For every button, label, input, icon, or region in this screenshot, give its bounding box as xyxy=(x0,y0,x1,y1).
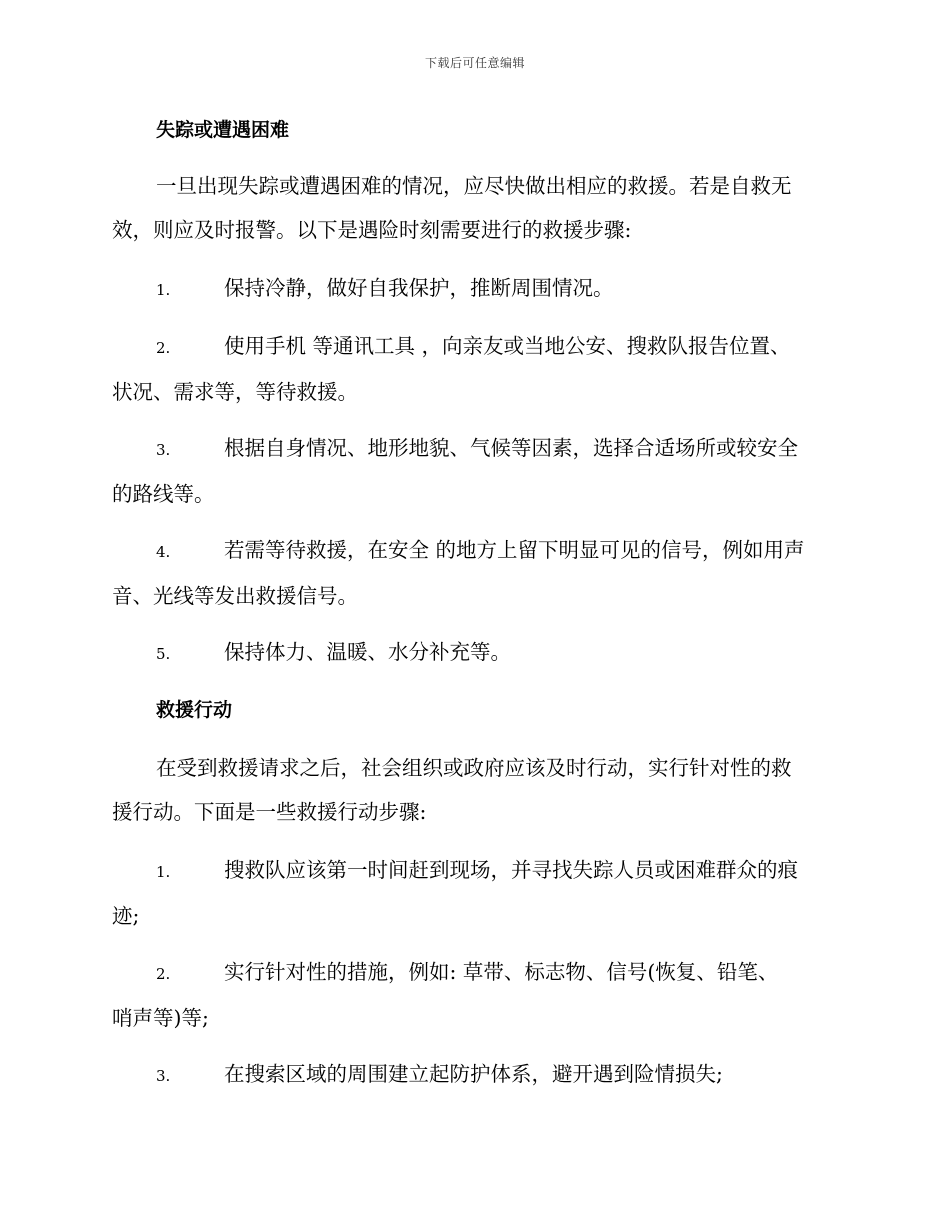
section1-list-item-1 xyxy=(112,266,840,312)
section1-intro xyxy=(112,164,840,252)
list-item-continuation: 哨声等)等; xyxy=(112,1006,209,1030)
list-item-continuation: 的路线等。 xyxy=(112,482,215,506)
list-item-text: 实行针对性的措施，例如: 草带、标志物、信号(恢复、铅笔、 xyxy=(224,960,779,984)
list-item-continuation: 音、光线等发出救援信号。 xyxy=(112,584,358,608)
list-item-text: 使用手机 等通讯工具 ，向亲友或当地公安、搜救队报告位置、 xyxy=(224,334,791,358)
list-number: 1. xyxy=(156,281,171,299)
list-item-text: 根据自身情况、地形地貌、气候等因素，选择合适场所或较安全 xyxy=(224,436,798,460)
list-item-text: 保持冷静，做好自我保护，推断周围情况。 xyxy=(224,276,614,300)
list-item-continuation: 迹; xyxy=(112,904,140,928)
list-number: 2. xyxy=(156,965,171,983)
section1-list-item-4 xyxy=(112,528,840,618)
list-number: 5. xyxy=(156,645,171,663)
section-heading-missing: 失踪或遭遇困难 xyxy=(156,119,290,141)
list-item-text: 在搜索区域的周围建立起防护体系，避开遇到险情损失; xyxy=(224,1062,723,1086)
section2-list-item-2 xyxy=(112,950,840,1040)
list-item-text: 搜救队应该第一时间赶到现场，并寻找失踪人员或困难群众的痕 xyxy=(224,858,798,882)
list-number: 1. xyxy=(156,863,171,881)
list-item-text: 若需等待救援，在安全 的地方上留下明显可见的信号，例如用声 xyxy=(224,538,805,562)
section1-intro-line2: 效，则应及时报警。以下是遇险时刻需要进行的救援步骤: xyxy=(112,218,632,242)
list-number: 4. xyxy=(156,543,171,561)
section2-intro-line1: 在受到救援请求之后，社会组织或政府应该及时行动，实行针对性的救 xyxy=(156,756,792,780)
section2-intro-line2: 援行动。下面是一些救援行动步骤: xyxy=(112,800,427,824)
list-number: 3. xyxy=(156,441,171,459)
section2-list-item-1 xyxy=(112,848,840,938)
section1-list-item-2 xyxy=(112,324,840,414)
list-number: 2. xyxy=(156,339,171,357)
section1-list-item-3 xyxy=(112,426,840,516)
section2-intro xyxy=(112,746,840,834)
page-header-note: 下载后可任意编辑 xyxy=(424,56,525,70)
list-item-continuation: 状况、需求等，等待救援。 xyxy=(112,380,358,404)
section1-list-item-5 xyxy=(112,630,840,676)
list-item-text: 保持体力、温暖、水分补充等。 xyxy=(224,640,511,664)
section-heading-rescue: 救援行动 xyxy=(156,699,233,721)
section2-list-item-3 xyxy=(112,1052,840,1098)
list-number: 3. xyxy=(156,1067,171,1085)
section1-intro-line1: 一旦出现失踪或遭遇困难的情况，应尽快做出相应的救援。若是自救无 xyxy=(156,174,792,198)
